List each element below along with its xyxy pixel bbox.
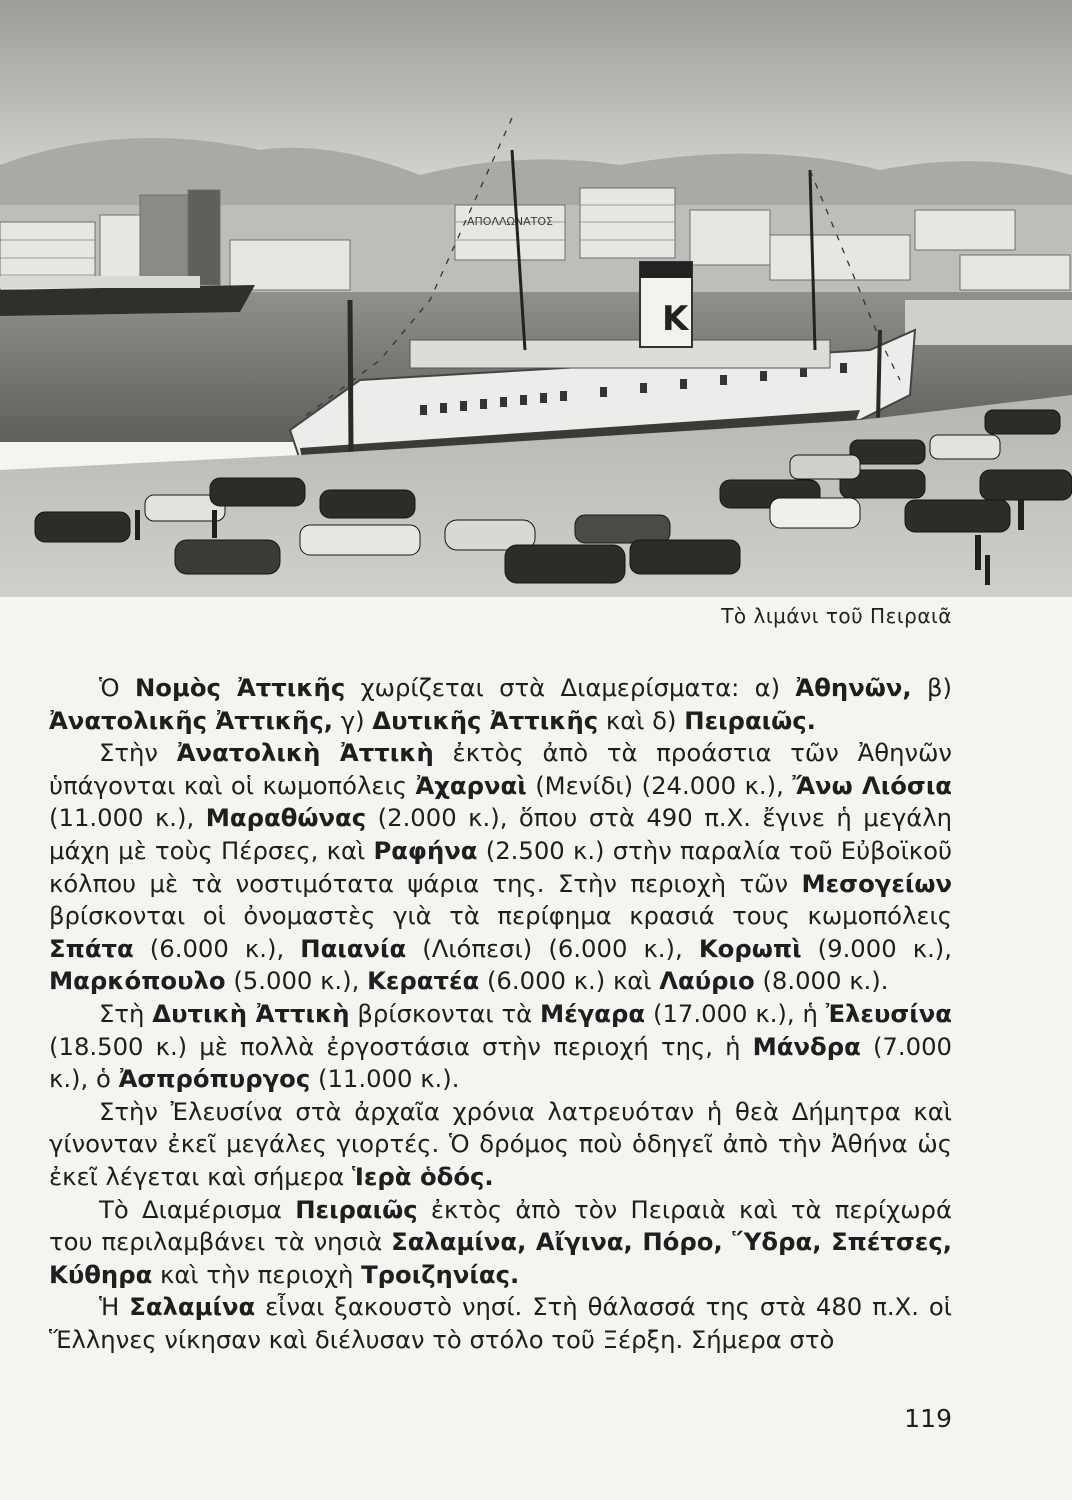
text-run: (17.000 κ.), ἡ bbox=[645, 998, 826, 1028]
paragraph bbox=[49, 998, 952, 1096]
text-run: (2.500 κ.) στὴν παραλία τοῦ Εὐβοϊκοῦ κόλπου μὲ τὰ νοστιμότατα ψάρια της. Στὴν περιοχὴ τῶν bbox=[49, 835, 952, 898]
bold-term: Ἀθηνῶν, bbox=[795, 673, 912, 702]
text-run: Στὴν bbox=[99, 738, 177, 768]
bold-term: Κερατέα bbox=[367, 966, 480, 996]
text-run: γ) bbox=[332, 705, 373, 735]
text-run: Ἡ bbox=[99, 1292, 130, 1322]
bold-term: Πειραιῶς bbox=[295, 1194, 418, 1224]
body-text bbox=[49, 672, 952, 1356]
text-run: (2.000 κ.), ὅπου στὰ 490 π.Χ. ἔγινε ἡ μεγάλη μάχη μὲ τοὺς Πέρσες, καὶ bbox=[49, 803, 953, 865]
bold-term: Πειραιῶς. bbox=[684, 705, 816, 735]
bold-term: Τροιζηνίας. bbox=[361, 1259, 520, 1289]
bold-term: Νομὸς Ἀττικῆς bbox=[134, 673, 346, 702]
page-number: 119 bbox=[904, 1404, 952, 1433]
bold-term: Μαραθώνας bbox=[205, 803, 367, 833]
text-run: (5.000 κ.), bbox=[225, 966, 368, 996]
text-run: (6.000 κ.), bbox=[133, 933, 301, 963]
text-run: βρίσκονται τὰ bbox=[349, 998, 541, 1028]
bold-term: Μεσογείων bbox=[801, 868, 952, 898]
text-run: καὶ τὴν περιοχὴ bbox=[152, 1259, 362, 1289]
bold-term: Σαλαμίνα, Αἴγινα, Πόρο, Ὕδρα, Σπέτσες, Κύθηρα bbox=[49, 1227, 953, 1289]
text-run: ἐκτὸς ἀπὸ τὸν Πειραιὰ καὶ τὰ περίχωρά του περιλαμβάνει τὰ νησιὰ bbox=[49, 1194, 952, 1257]
building-sign: ΑΠΟΛΛΩΝΑΤΟΣ bbox=[467, 215, 553, 228]
text-run: Τὸ Διαμέρισμα bbox=[99, 1194, 296, 1224]
bold-term: Ἄνω Λιόσια bbox=[792, 770, 952, 800]
text-run: (7.000 κ.), ὁ bbox=[49, 1031, 952, 1094]
bold-term: Σαλαμίνα bbox=[129, 1292, 256, 1322]
bold-term: Ἀνατολικὴ Ἀττικὴ bbox=[176, 738, 434, 768]
text-run: βρίσκονται οἱ ὀνομαστὲς γιὰ τὰ περίφημα κρασιά τους κωμοπόλεις bbox=[49, 901, 952, 931]
paragraph bbox=[49, 1291, 952, 1356]
text-run: καὶ δ) bbox=[598, 705, 685, 735]
bold-term: Κορωπὶ bbox=[698, 933, 802, 963]
text-run: (8.000 κ.). bbox=[754, 966, 889, 996]
bold-term: Ἐλευσίνα bbox=[825, 998, 952, 1028]
text-run: Στὴ bbox=[99, 998, 153, 1028]
bold-term: Δυτικὴ Ἀττικὴ bbox=[152, 998, 350, 1028]
text-run: Ὁ bbox=[99, 673, 135, 702]
bold-term: Ραφήνα bbox=[373, 835, 478, 865]
bold-term: Ἀνατολικῆς Ἀττικῆς, bbox=[49, 705, 333, 735]
paragraph bbox=[49, 672, 952, 737]
bold-term: Παιανία bbox=[300, 933, 407, 963]
bold-term: Ἱερὰ ὁδός. bbox=[351, 1161, 494, 1191]
text-run: (18.500 κ.) μὲ πολλὰ ἐργοστάσια στὴν περιοχή της, ἡ bbox=[49, 1031, 753, 1061]
paragraph bbox=[49, 737, 952, 998]
text-run: ἐκτὸς ἀπὸ τὰ προάστια τῶν Ἀθηνῶν ὑπάγονται καὶ οἱ κωμοπόλεις bbox=[49, 738, 952, 800]
text-run: χωρίζεται στὰ Διαμερίσματα: α) bbox=[345, 673, 796, 702]
text-run: (9.000 κ.), bbox=[801, 933, 952, 963]
paragraph bbox=[49, 1096, 952, 1194]
photo-caption: Τὸ λιμάνι τοῦ Πειραιᾶ bbox=[721, 604, 952, 628]
bold-term: Μέγαρα bbox=[540, 998, 646, 1028]
text-run: Στὴν Ἐλευσίνα στὰ ἀρχαῖα χρόνια λατρευόταν ἡ θεὰ Δήμητρα καὶ γίνονταν ἐκεῖ μεγάλες γιορτές. Ὁ δρόμος ποὺ ὁδηγεῖ ἀπὸ τὴν Ἀθήνα ὡς ἐκεῖ λέγεται καὶ σήμερα bbox=[49, 1096, 952, 1191]
text-run: εἶναι ξακουστὸ νησί. Στὴ θάλασσά της στὰ 480 π.Χ. οἱ Ἕλληνες νίκησαν καὶ διέλυσαν τὸ στόλο τοῦ Ξέρξη. Σήμερα στὸ bbox=[49, 1292, 952, 1354]
text-run: β) bbox=[911, 673, 952, 702]
bold-term: Μάνδρα bbox=[752, 1031, 861, 1061]
text-run: (Μενίδι) (24.000 κ.), bbox=[526, 770, 793, 800]
text-run: (11.000 κ.). bbox=[310, 1064, 460, 1094]
text-run: (11.000 κ.), bbox=[49, 803, 206, 833]
bold-term: Ἀχαρναὶ bbox=[415, 770, 527, 800]
bold-term: Σπάτα bbox=[49, 933, 134, 963]
harbor-photo bbox=[0, 0, 1072, 597]
funnel-letter: K bbox=[662, 299, 689, 339]
paragraph bbox=[49, 1194, 952, 1292]
bold-term: Λαύριο bbox=[659, 966, 755, 996]
text-run: (Λιόπεσι) (6.000 κ.), bbox=[406, 933, 699, 963]
bold-term: Δυτικῆς Ἀττικῆς bbox=[372, 705, 599, 735]
text-run: (6.000 κ.) καὶ bbox=[479, 966, 660, 996]
bold-term: Ἀσπρόπυργος bbox=[118, 1064, 311, 1094]
bold-term: Μαρκόπουλο bbox=[49, 966, 226, 996]
